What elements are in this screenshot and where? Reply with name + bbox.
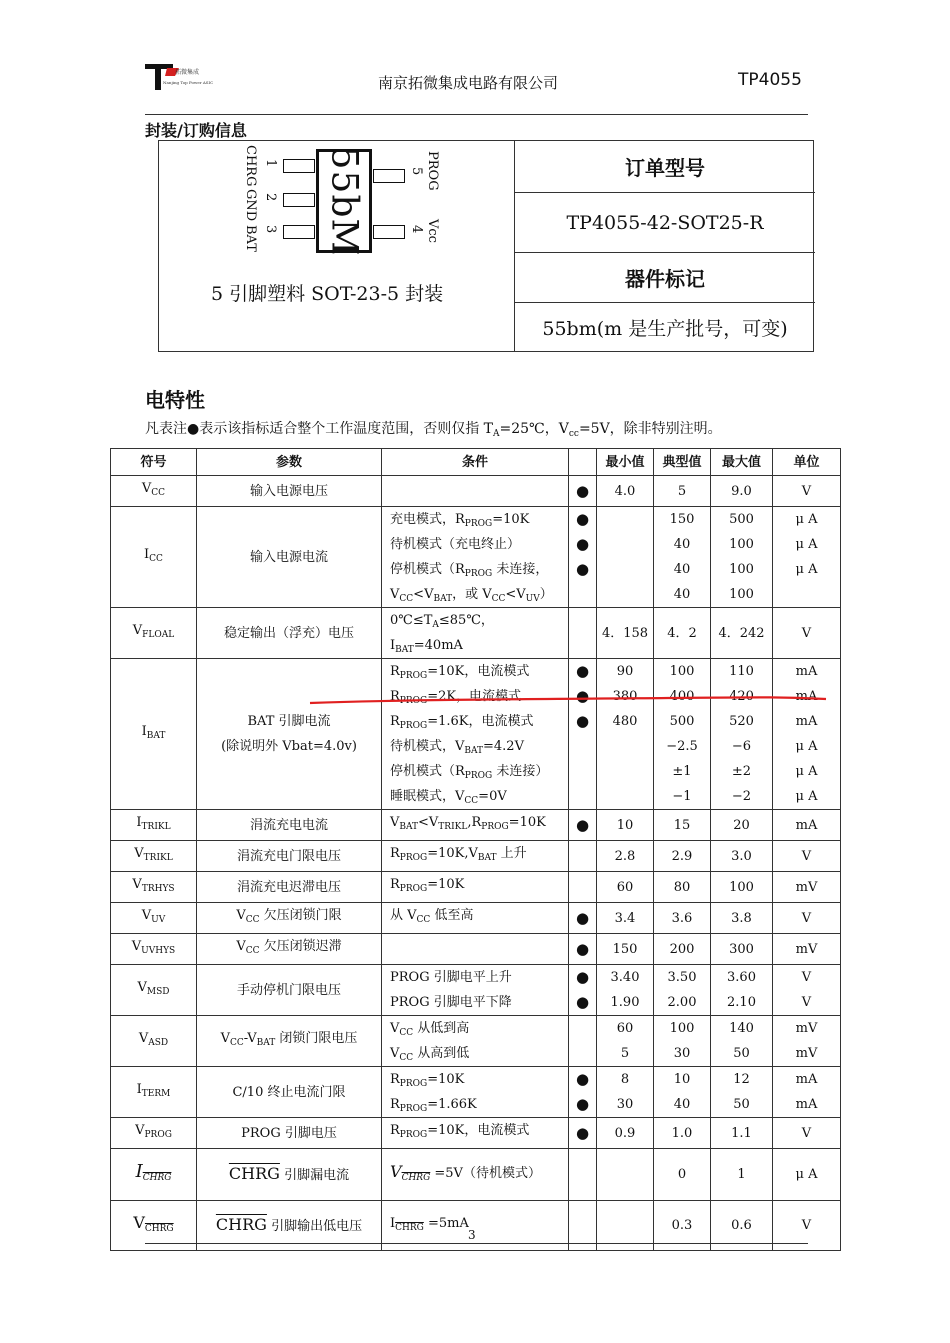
order-header: 订单型号 <box>515 141 815 193</box>
page-number: 3 <box>468 1228 476 1242</box>
company-name: 南京拓微集成电路有限公司 <box>378 74 559 92</box>
svg-text:Nanjing Top Power ASIC: Nanjing Top Power ASIC <box>163 80 214 85</box>
pin-3 <box>283 225 315 239</box>
table-row: $V_{PROG}$ PROG 引脚电压 $R_{PROG}=10K$，电流模式 ● 0.9 1.0 1.1 V <box>111 1118 841 1149</box>
header-unit: 单位 <box>773 449 841 476</box>
table-row: $V_{ASD}$ $V_{CC}-V_{BAT}$ 闭锁门限电压 $V_{CC}$ 从低到高 $V_{CC}$ 从高到低 60 5 100 30 140 50 mV mV <box>111 1016 841 1067</box>
table-row: $I_{TERM}$ C/10 终止电流门限 $R_{PROG}=10K$ $R_{PROG}=1.66K$ ● ● 8 30 10 40 12 50 mA mA <box>111 1067 841 1118</box>
table-row: $I_{BAT}$ BAT 引脚电流 (除说明外 Vbat=4.0v) $R_{PROG}=10K$，电流模式 $R_{PROG}=2K$，电流模式 $R_{PROG}=1.6K$，电流模式 待机模式，$V_{BAT}=4.2V$ 停机模式（$R_{PROG}$ 未连接） 睡眠模式，$V_{CC}=0V$ ● ● ● 90 380 480 100 400 500 −2.5 ±1 −1 110 420 520 −6 ±2 −2 mA mA mA μ A μ A μ A <box>111 659 841 810</box>
model-number: TP4055 <box>738 70 802 90</box>
pin-1-number: 1 <box>263 159 278 168</box>
pin-5-number: 5 <box>409 167 424 176</box>
header-min: 最小值 <box>597 449 654 476</box>
header-condition: 条件 <box>382 449 569 476</box>
header-max: 最大值 <box>711 449 773 476</box>
table-row: $V_{UVHYS}$ $V_{CC}$ 欠压闭锁迟滞 ● 150 200 300 mV <box>111 934 841 965</box>
pin-1 <box>283 159 315 173</box>
pin-4-number: 4 <box>409 225 424 234</box>
pin-5-label: PROG <box>425 151 440 191</box>
red-annotation-line <box>308 693 828 707</box>
marking-header: 器件标记 <box>515 253 815 303</box>
electrical-characteristics-table <box>110 448 841 1251</box>
package-caption: 5 引脚塑料 SOT-23-5 封装 <box>211 283 444 305</box>
table-row: $V_{CHRG}$ CHRG 引脚输出低电压 $I_{CHRG} =5mA$ 0.3 0.6 V <box>111 1201 841 1251</box>
table-row: $V_{UV}$ $V_{CC}$ 欠压闭锁门限 从 $V_{CC}$ 低至高 ● 3.4 3.6 3.8 V <box>111 903 841 934</box>
footer-divider <box>145 1243 808 1244</box>
header-typ: 典型值 <box>654 449 711 476</box>
table-row: $V_{TRHYS}$ 涓流充电迟滞电压 $R_{PROG}=10K$ 60 80 100 mV <box>111 872 841 903</box>
pin-1-label: CHRG <box>243 145 258 187</box>
pin-5 <box>373 169 405 183</box>
pin-3-label: BAT <box>243 225 258 252</box>
pin-4 <box>373 225 405 239</box>
pin-2-number: 2 <box>263 193 278 202</box>
header-symbol: 符号 <box>111 449 197 476</box>
header-divider <box>145 114 808 115</box>
table-row: $I_{CHRG}$ CHRG 引脚漏电流 $V_{CHRG} =5V$（待机模式） 0 1 μ A <box>111 1149 841 1201</box>
table-note: 凡表注●表示该指标适合整个工作温度范围，否则仅指 $T_A=25℃$，$V_{cc}=5V$，除非特别注明。 <box>145 421 722 439</box>
section-title-electrical: 电特性 <box>145 388 205 412</box>
svg-text:拓微集成: 拓微集成 <box>175 69 200 76</box>
pin-3-number: 3 <box>263 225 278 234</box>
section-title-package: 封装/订购信息 <box>145 121 247 140</box>
header-parameter: 参数 <box>197 449 382 476</box>
table-row: $I_{CC}$ 输入电源电流 充电模式，$R_{PROG}=10K$ 待机模式（充电终止） 停机模式（$R_{PROG}$ 未连接， $V_{CC}<V_{BAT}$，或 $V_{CC}<V_{UV}$） ● ● ● 150 40 40 40 500 100 100 100 μ A μ A μ A <box>111 507 841 608</box>
order-value: TP4055-42-SOT25-R <box>515 193 815 253</box>
header-mark <box>569 449 597 476</box>
order-info <box>514 141 815 351</box>
pin-4-label: Vcc <box>425 219 440 243</box>
marking-value: 55bm(m 是生产批号，可变) <box>542 317 788 340</box>
company-logo <box>145 62 235 92</box>
pin-2-label: GND <box>243 189 258 222</box>
table-header-row <box>111 449 841 476</box>
package-order-table <box>158 140 814 352</box>
table-row: $V_{MSD}$ 手动停机门限电压 PROG 引脚电平上升 PROG 引脚电平下降 ● ● 3.40 1.90 3.50 2.00 3.60 2.10 V V <box>111 965 841 1016</box>
table-row: $V_{CC}$ 输入电源电压 ● 4.0 5 9.0 V <box>111 476 841 507</box>
table-row: $V_{FLOAL}$ 稳定输出（浮充）电压 $0℃\le T_A\le 85℃$， $I_{BAT}=40mA$ 4．158 4．2 4．242 V <box>111 608 841 659</box>
table-row: $V_{TRIKL}$ 涓流充电门限电压 $R_{PROG}=10K,V_{BAT}$ 上升 2.8 2.9 3.0 V <box>111 841 841 872</box>
chip-marking: 55bM <box>323 146 365 256</box>
pin-2 <box>283 193 315 207</box>
table-row: $I_{TRIKL}$ 涓流充电电流 $V_{BAT}<V_{TRIKL},R_{PROG}=10K$ ● 10 15 20 mA <box>111 810 841 841</box>
